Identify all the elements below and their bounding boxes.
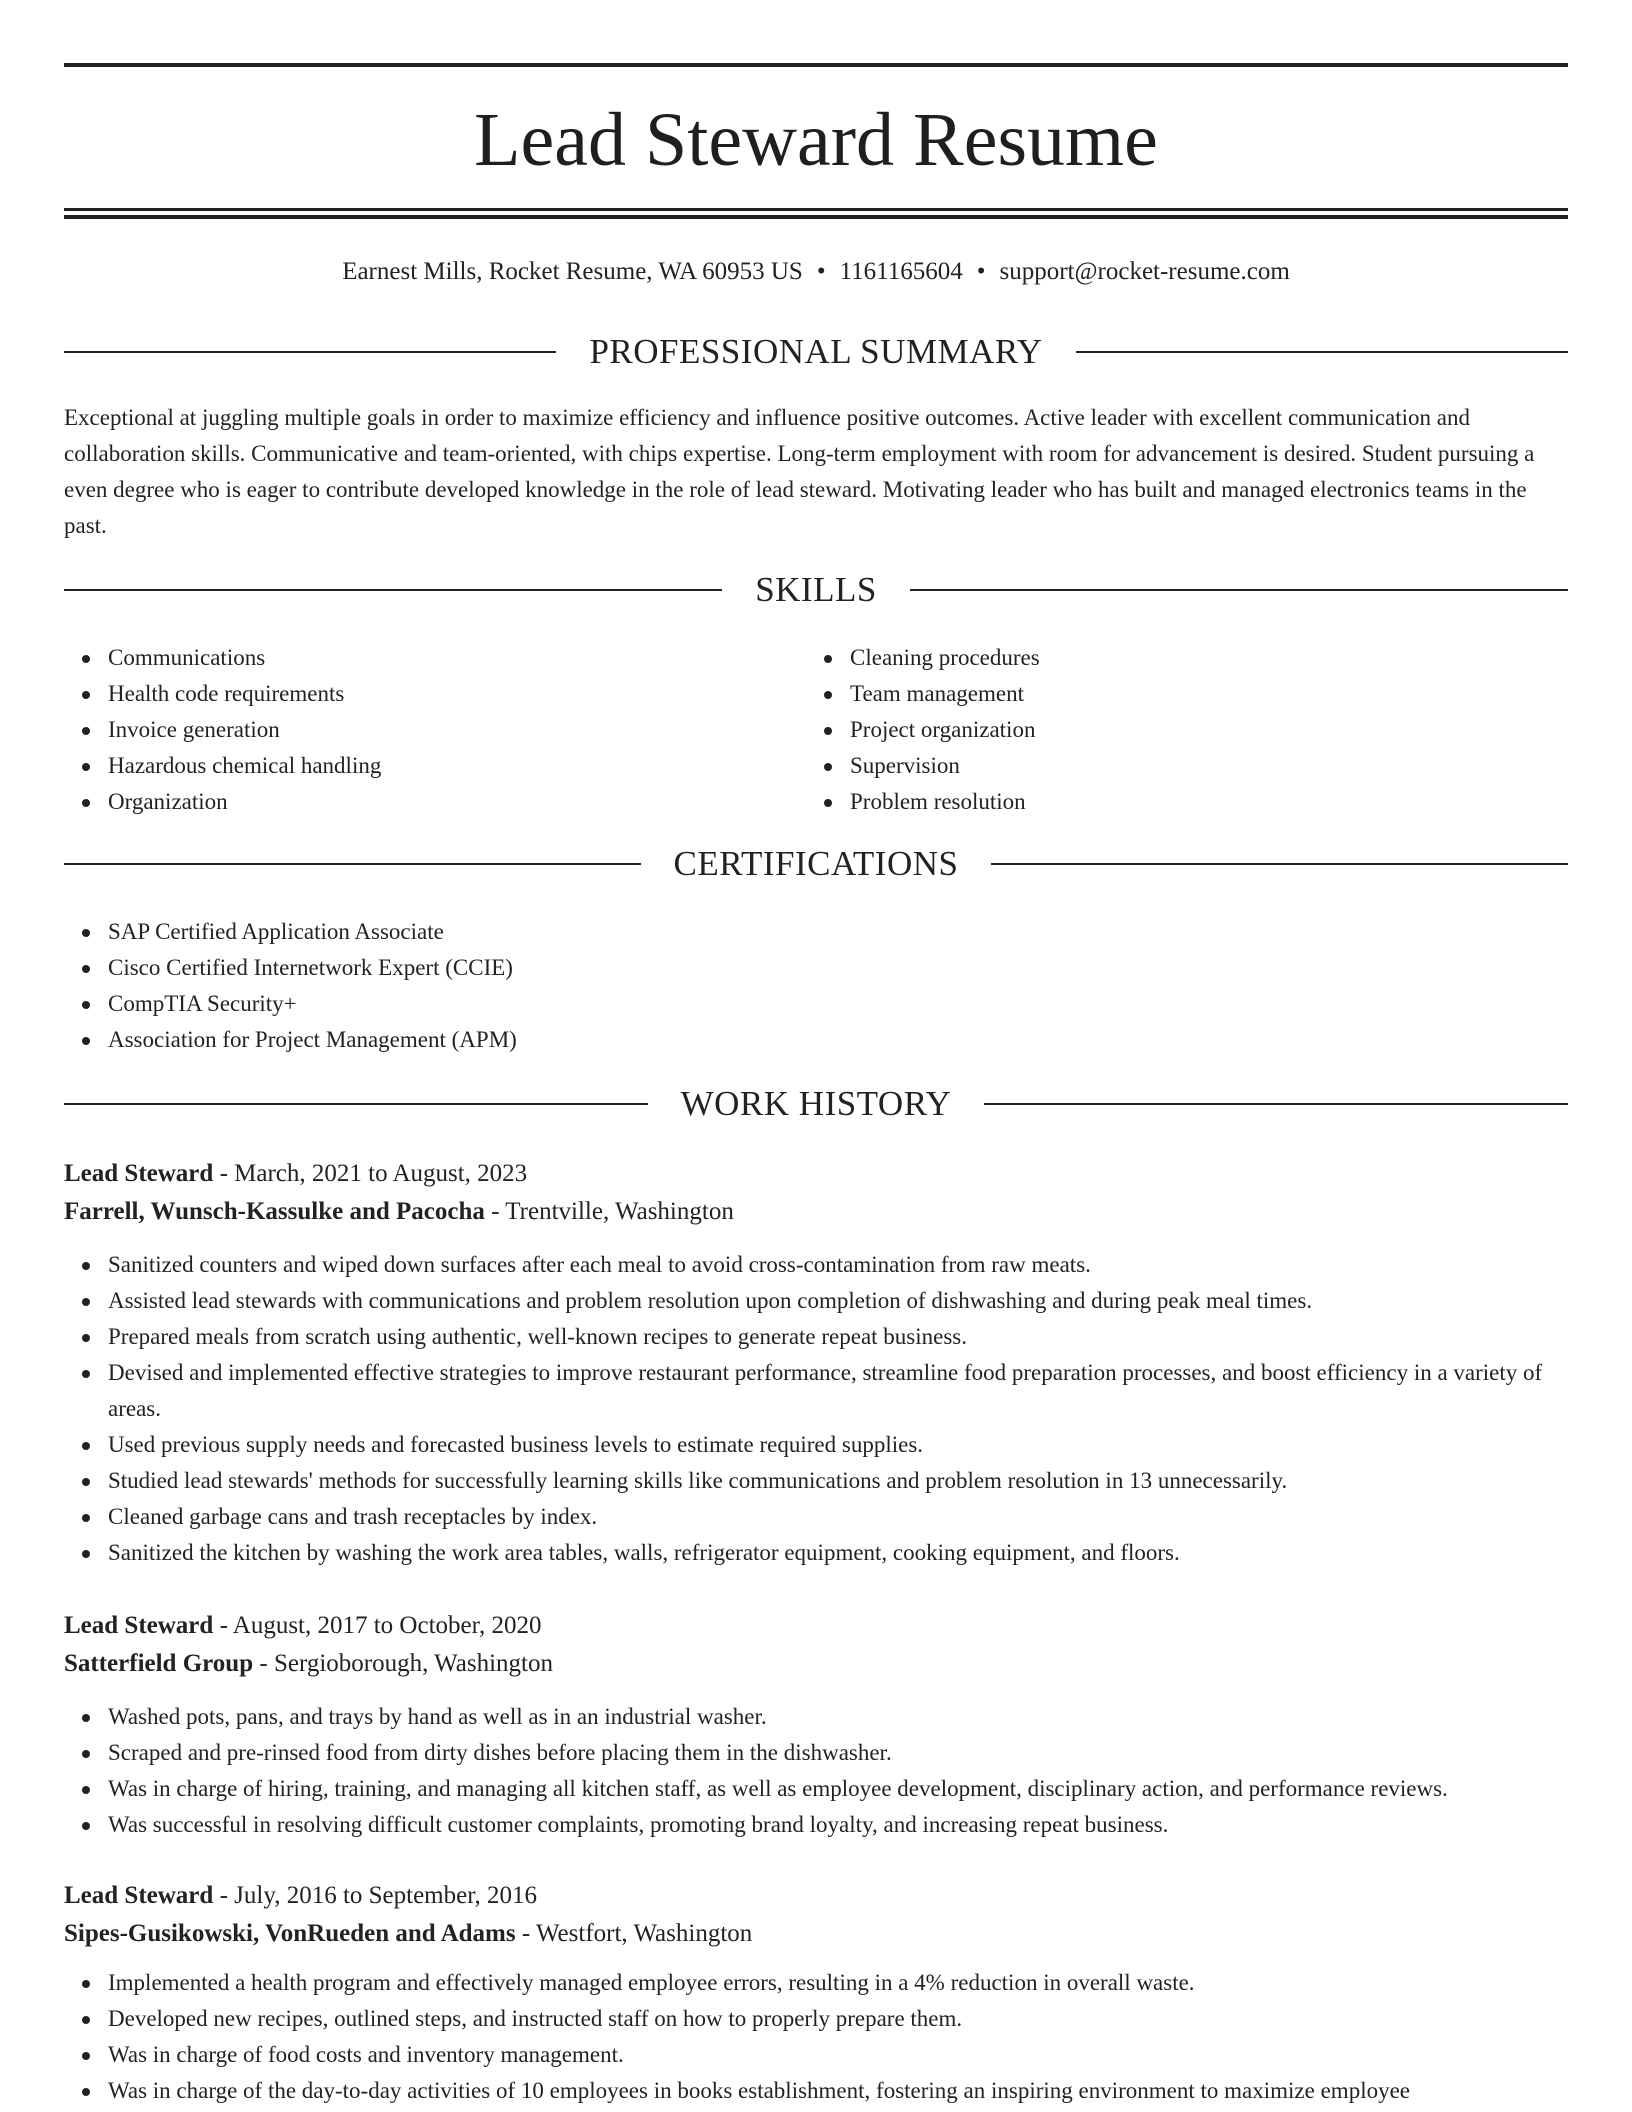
- certification-item: CompTIA Security+: [108, 986, 1568, 1022]
- heading-rule: [64, 1103, 648, 1105]
- skills-list-right: [806, 640, 1506, 820]
- contact-address: Earnest Mills, Rocket Resume, WA 60953 US: [342, 258, 803, 285]
- certification-item: SAP Certified Application Associate: [108, 914, 1568, 950]
- job-bullet: Was in charge of food costs and inventory management.: [108, 2037, 1568, 2073]
- job-title-line: [64, 1607, 1568, 1645]
- job-entry: [64, 1607, 1568, 1843]
- job-company-line: [64, 1193, 1568, 1231]
- skill-item: Cleaning procedures: [850, 640, 1506, 676]
- job-bullet: Used previous supply needs and forecasted business levels to estimate required supplies.: [108, 1427, 1568, 1463]
- contact-separator: •: [816, 258, 826, 285]
- job-entry: [64, 1155, 1568, 1571]
- job-bullet: Devised and implemented effective strategies to improve restaurant performance, streamline food preparation processes, and boost efficiency in a variety of areas.: [108, 1355, 1568, 1427]
- job-bullet: Sanitized counters and wiped down surfaces after each meal to avoid cross-contamination from raw meats.: [108, 1247, 1568, 1283]
- skills-list-left: [64, 640, 764, 820]
- job-title: Lead Steward: [64, 1612, 214, 1639]
- job-bullet: Prepared meals from scratch using authentic, well-known recipes to generate repeat business.: [108, 1319, 1568, 1355]
- certification-item: Cisco Certified Internetwork Expert (CCIE): [108, 950, 1568, 986]
- job-location: - Sergioborough, Washington: [253, 1650, 553, 1677]
- summary-text: Exceptional at juggling multiple goals in order to maximize efficiency and influence positive outcomes. Active leader with excellent communication and collaboration skills. Communicative and team-oriented, with chips expertise. Long-term employment with room for advancement is desired. Student pursuing a even degree who is eager to contribute developed knowledge in the role of lead steward. Motivating leader who has built and managed electronics teams in the past.: [64, 405, 1535, 538]
- certifications-heading-label: CERTIFICATIONS: [673, 844, 959, 883]
- certifications-list: [64, 914, 1568, 1058]
- heading-rule: [64, 863, 641, 865]
- skill-item: Health code requirements: [108, 676, 764, 712]
- skill-item: Organization: [108, 784, 764, 820]
- contact-email: support@rocket-resume.com: [999, 258, 1290, 285]
- job-dates: - March, 2021 to August, 2023: [213, 1160, 528, 1187]
- job-company: Satterfield Group: [64, 1650, 254, 1677]
- job-entry: [64, 1877, 1568, 2109]
- heading-rule: [984, 1103, 1568, 1105]
- job-company: Sipes-Gusikowski, VonRueden and Adams: [64, 1920, 516, 1947]
- heading-rule: [64, 589, 722, 591]
- job-bullet: Studied lead stewards' methods for successfully learning skills like communications and problem resolution in 13 unnecessarily.: [108, 1463, 1568, 1499]
- job-bullet: Assisted lead stewards with communications and problem resolution upon completion of dishwashing and during peak meal times.: [108, 1283, 1568, 1319]
- job-company: Farrell, Wunsch-Kassulke and Pacocha: [64, 1198, 485, 1225]
- skills-heading: [64, 568, 1568, 612]
- job-bullets: [64, 1965, 1568, 2109]
- job-bullet: Was successful in resolving difficult customer complaints, promoting brand loyalty, and increasing repeat business.: [108, 1807, 1568, 1843]
- job-location: - Trentville, Washington: [484, 1198, 734, 1225]
- work-history-heading-label: WORK HISTORY: [680, 1084, 952, 1123]
- certification-item: Association for Project Management (APM): [108, 1022, 1568, 1058]
- skill-item: Project organization: [850, 712, 1506, 748]
- top-divider: [64, 63, 1568, 67]
- job-bullet: Sanitized the kitchen by washing the work area tables, walls, refrigerator equipment, cooking equipment, and floors.: [108, 1535, 1568, 1571]
- heading-rule: [910, 589, 1568, 591]
- job-bullets: [64, 1699, 1568, 1843]
- job-company-line: [64, 1915, 1568, 1953]
- heading-rule: [991, 863, 1568, 865]
- summary-heading-label: PROFESSIONAL SUMMARY: [589, 332, 1043, 371]
- job-bullet: Cleaned garbage cans and trash receptacles by index.: [108, 1499, 1568, 1535]
- skills-heading-label: SKILLS: [755, 570, 877, 609]
- job-title-line: [64, 1155, 1568, 1193]
- job-title-line: [64, 1877, 1568, 1915]
- job-bullet: Developed new recipes, outlined steps, and instructed staff on how to properly prepare them.: [108, 2001, 1568, 2037]
- job-dates: - August, 2017 to October, 2020: [213, 1612, 542, 1639]
- page-title: Lead Steward Resume: [474, 98, 1158, 182]
- skill-item: Invoice generation: [108, 712, 764, 748]
- certifications-block: [64, 914, 1568, 1058]
- certifications-heading: [64, 842, 1568, 886]
- title-divider-lower: [64, 215, 1568, 219]
- skill-item: Team management: [850, 676, 1506, 712]
- job-bullets: [64, 1247, 1568, 1571]
- heading-rule: [64, 351, 556, 353]
- heading-rule: [1076, 351, 1568, 353]
- skills-left-column: [64, 640, 764, 820]
- job-bullet: Scraped and pre-rinsed food from dirty dishes before placing them in the dishwasher.: [108, 1735, 1568, 1771]
- title-divider-upper: [64, 208, 1568, 211]
- job-company-line: [64, 1645, 1568, 1683]
- skill-item: Supervision: [850, 748, 1506, 784]
- job-bullet: Was in charge of hiring, training, and managing all kitchen staff, as well as employee development, disciplinary action, and performance reviews.: [108, 1771, 1568, 1807]
- skills-right-column: [806, 640, 1506, 820]
- contact-separator: •: [976, 258, 986, 285]
- skill-item: Problem resolution: [850, 784, 1506, 820]
- work-history-heading: [64, 1082, 1568, 1126]
- job-title: Lead Steward: [64, 1160, 214, 1187]
- job-title: Lead Steward: [64, 1882, 214, 1909]
- skill-item: Communications: [108, 640, 764, 676]
- summary-heading: [64, 330, 1568, 374]
- job-location: - Westfort, Washington: [515, 1920, 753, 1947]
- contact-line: [64, 254, 1568, 290]
- job-bullet: Was in charge of the day-to-day activities of 10 employees in books establishment, fostering an inspiring environment to maximize employee: [108, 2073, 1568, 2109]
- job-bullet: Implemented a health program and effectively managed employee errors, resulting in a 4% reduction in overall waste.: [108, 1965, 1568, 2001]
- job-dates: - July, 2016 to September, 2016: [213, 1882, 538, 1909]
- contact-phone: 1161165604: [839, 258, 963, 285]
- job-bullet: Washed pots, pans, and trays by hand as well as in an industrial washer.: [108, 1699, 1568, 1735]
- skill-item: Hazardous chemical handling: [108, 748, 764, 784]
